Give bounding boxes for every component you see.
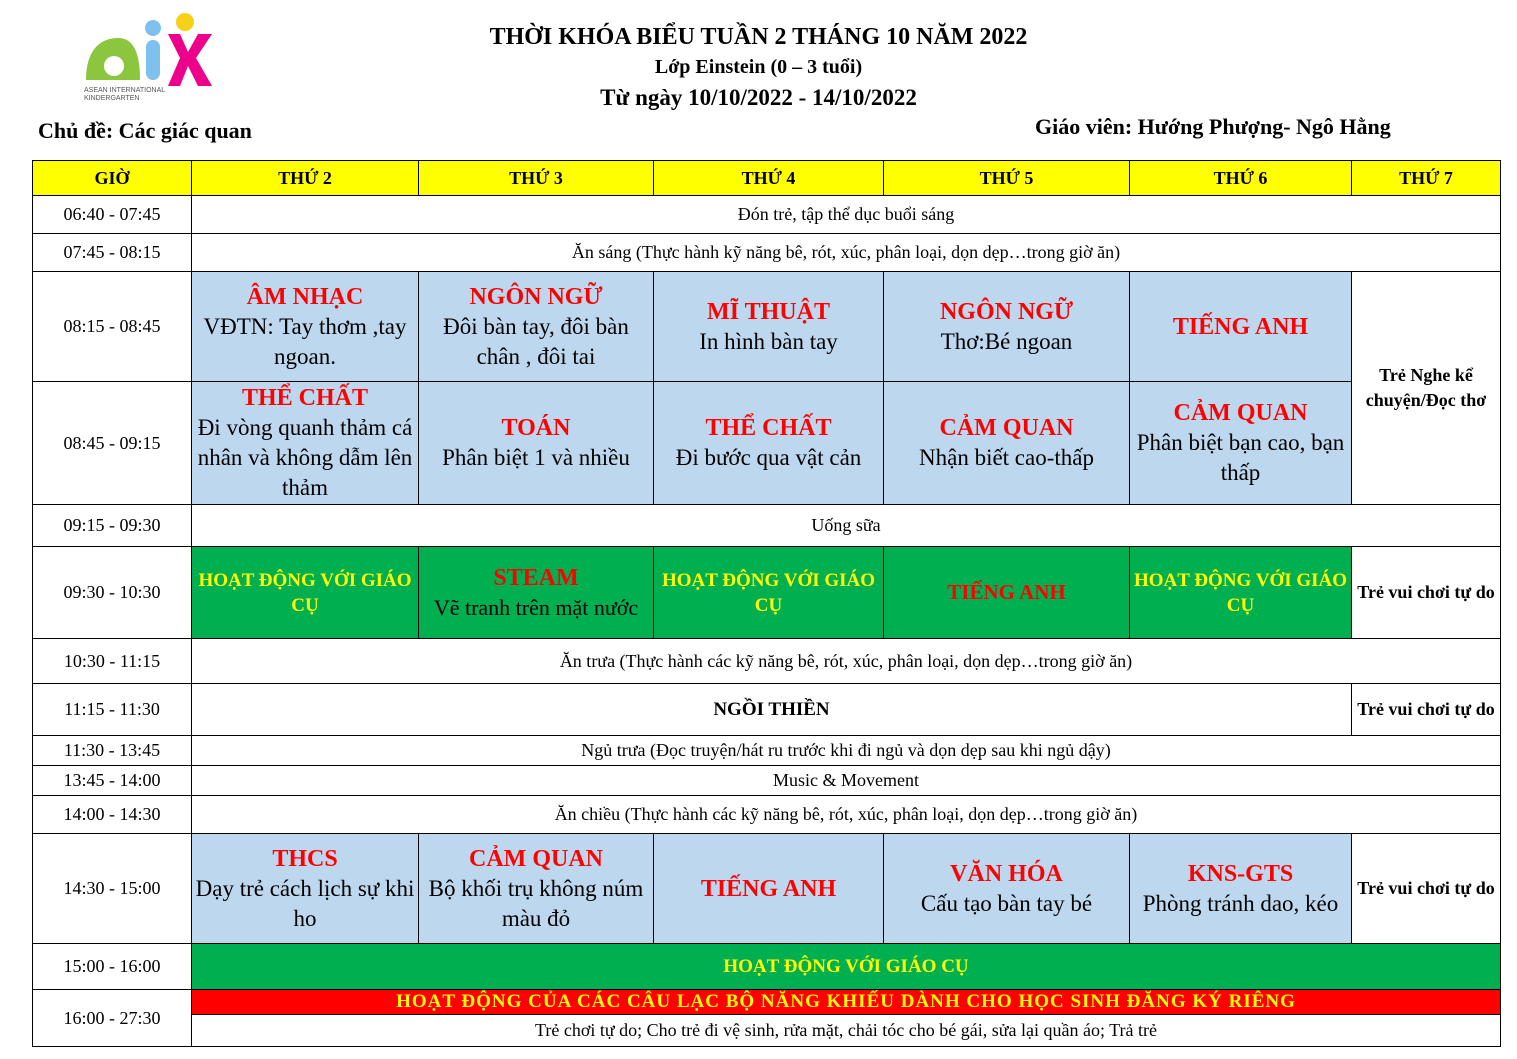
activity-cell: Ngủ trưa (Đọc truyện/hát ru trước khi đi ngủ và dọn dẹp sau khi ngủ dậy) (192, 736, 1501, 766)
time-cell: 10:30 - 11:15 (33, 639, 192, 684)
table-row (33, 990, 1501, 1015)
logo-caption-1: ASEAN INTERNATIONAL (84, 87, 166, 94)
table-row (33, 196, 1501, 234)
col-sat: THỨ 7 (1352, 161, 1501, 196)
col-wed: THỨ 4 (654, 161, 884, 196)
lesson-desc: Đi vòng quanh thảm cá nhân và không dẫm lên thảm (197, 415, 413, 500)
lesson-cell (192, 547, 419, 639)
lesson-subject: HOẠT ĐỘNG VỚI GIÁO CỤ (661, 569, 876, 616)
date-range: Từ ngày 10/10/2022 - 14/10/2022 (600, 85, 917, 110)
lesson-subject: MĨ THUẬT (707, 298, 830, 325)
lesson-subject: HOẠT ĐỘNG VỚI GIÁO CỤ (1133, 569, 1348, 616)
lesson-desc: Thơ:Bé ngoan (940, 328, 1073, 354)
lesson-desc: Phân biệt bạn cao, bạn thấp (1136, 430, 1345, 485)
lesson-desc: In hình bàn tay (699, 328, 838, 354)
lesson-cell (192, 834, 419, 944)
table-row (33, 796, 1501, 834)
table-row (33, 766, 1501, 796)
lesson-cell (884, 834, 1130, 944)
lesson-cell (1130, 547, 1352, 639)
lesson-desc: Đôi bàn tay, đôi bàn chân , đôi tai (443, 313, 629, 369)
lesson-cell (419, 834, 654, 944)
lesson-subject: CẢM QUAN (469, 845, 603, 872)
col-time: GIỜ (33, 161, 192, 196)
table-row (33, 944, 1501, 990)
club-banner: HOẠT ĐỘNG CỦA CÁC CÂU LẠC BỘ NĂNG KHIẾU DÀNH CHO HỌC SINH ĐĂNG KÝ RIÊNG (192, 990, 1501, 1015)
lesson-subject: VĂN HÓA (950, 860, 1063, 887)
table-row (33, 736, 1501, 766)
lesson-cell (419, 272, 654, 382)
lesson-subject: NGÔN NGỮ (939, 298, 1074, 325)
table-row (33, 272, 1501, 382)
lesson-cell (654, 382, 884, 505)
table-row (33, 547, 1501, 639)
lesson-desc: Bộ khối trụ không núm màu đỏ (428, 875, 644, 931)
activity-cell: Đón trẻ, tập thể dục buổi sáng (192, 196, 1501, 234)
activity-cell: Ăn chiều (Thực hành các kỹ năng bê, rót, xúc, phân loại, dọn dẹp…trong giờ ăn) (192, 796, 1501, 834)
lesson-subject: CẢM QUAN (1173, 400, 1308, 426)
table-row (33, 234, 1501, 272)
lesson-cell (192, 272, 419, 382)
lesson-subject: TOÁN (501, 415, 571, 441)
activity-label: HOẠT ĐỘNG VỚI GIÁO CỤ (723, 956, 969, 977)
time-cell: 11:30 - 13:45 (33, 736, 192, 766)
lesson-desc: Đi bước qua vật cản (675, 445, 862, 470)
table-row (33, 639, 1501, 684)
activity-cell: Ăn trưa (Thực hành các kỹ năng bê, rót, xúc, phân loại, dọn dẹp…trong giờ ăn) (192, 639, 1501, 684)
time-cell: 09:15 - 09:30 (33, 505, 192, 547)
lesson-cell (884, 272, 1130, 382)
lesson-cell (884, 547, 1130, 639)
saturday-cell: Trẻ vui chơi tự do (1352, 834, 1501, 944)
lesson-subject: TIẾNG ANH (1172, 313, 1309, 340)
class-name: Lớp Einstein (0 – 3 tuổi) (654, 56, 863, 78)
lesson-cell (1130, 272, 1352, 382)
lesson-desc: Dạy trẻ cách lịch sự khi ho (195, 875, 415, 931)
activity-cell: Uống sữa (192, 505, 1501, 547)
lesson-desc: Vẽ tranh trên mặt nước (433, 594, 639, 620)
saturday-cell: Trẻ vui chơi tự do (1352, 547, 1501, 639)
table-row (33, 1015, 1501, 1047)
lesson-desc: Cấu tạo bàn tay bé (920, 890, 1093, 916)
lesson-cell (654, 272, 884, 382)
time-cell: 13:45 - 14:00 (33, 766, 192, 796)
lesson-cell (884, 382, 1130, 505)
lesson-subject: TIẾNG ANH (700, 875, 837, 902)
time-cell: 07:45 - 08:15 (33, 234, 192, 272)
lesson-subject: KNS-GTS (1187, 860, 1294, 887)
lesson-subject: THỂ CHẤT (705, 415, 832, 441)
lesson-cell (1130, 382, 1352, 505)
time-cell: 16:00 - 27:30 (33, 990, 192, 1047)
table-row (33, 382, 1501, 505)
lesson-subject: NGÔN NGỮ (469, 283, 603, 310)
table-row (33, 684, 1501, 736)
lesson-subject: HOẠT ĐỘNG VỚI GIÁO CỤ (198, 569, 412, 616)
col-thu: THỨ 5 (884, 161, 1130, 196)
col-mon: THỨ 2 (192, 161, 419, 196)
col-tue: THỨ 3 (419, 161, 654, 196)
lesson-desc: Phân biệt 1 và nhiều (442, 445, 630, 470)
time-cell: 08:15 - 08:45 (33, 272, 192, 382)
time-cell: 08:45 - 09:15 (33, 382, 192, 505)
logo-caption-2: KINDERGARTEN (84, 95, 140, 102)
time-cell: 11:15 - 11:30 (33, 684, 192, 736)
teacher: Giáo viên: Hướng Phượng- Ngô Hằng (1035, 114, 1391, 139)
lesson-desc: Phòng tránh dao, kéo (1142, 890, 1339, 916)
lesson-cell (192, 382, 419, 505)
lesson-cell (654, 547, 884, 639)
time-cell: 14:30 - 15:00 (33, 834, 192, 944)
lesson-desc: VĐTN: Tay thơm ,tay ngoan. (203, 313, 407, 369)
lesson-cell (419, 382, 654, 505)
lesson-cell (654, 834, 884, 944)
activity-cell: Music & Movement (192, 766, 1501, 796)
lesson-subject: CẢM QUAN (939, 415, 1074, 441)
lesson-subject: STEAM (493, 564, 579, 591)
table-row (33, 834, 1501, 944)
lesson-cell (419, 547, 654, 639)
time-cell: 14:00 - 14:30 (33, 796, 192, 834)
lesson-subject: ÂM NHẠC (246, 283, 364, 310)
table-row (33, 505, 1501, 547)
activity-cell: NGỒI THIỀN (192, 684, 1352, 736)
saturday-cell: Trẻ vui chơi tự do (1352, 684, 1501, 736)
lesson-desc: Nhận biết cao-thấp (919, 445, 1094, 470)
header-row (33, 161, 1501, 196)
time-cell: 06:40 - 07:45 (33, 196, 192, 234)
lesson-subject: THỂ CHẤT (241, 385, 369, 411)
lesson-subject: THCS (272, 845, 338, 872)
topic: Chủ đề: Các giác quan (38, 118, 252, 143)
activity-cell (192, 944, 1501, 990)
time-cell: 09:30 - 10:30 (33, 547, 192, 639)
col-fri: THỨ 6 (1130, 161, 1352, 196)
timetable (32, 160, 1501, 1047)
time-cell: 15:00 - 16:00 (33, 944, 192, 990)
page-title: THỜI KHÓA BIỂU TUẦN 2 THÁNG 10 NĂM 2022 (489, 24, 1028, 50)
activity-cell: Ăn sáng (Thực hành kỹ năng bê, rót, xúc, phân loại, dọn dẹp…trong giờ ăn) (192, 234, 1501, 272)
lesson-cell (1130, 834, 1352, 944)
activity-cell: Trẻ chơi tự do; Cho trẻ đi vệ sinh, rửa mặt, chải tóc cho bé gái, sửa lại quần áo; Trả trẻ (192, 1015, 1501, 1047)
saturday-cell: Trẻ Nghe kể chuyện/Đọc thơ (1352, 272, 1501, 505)
lesson-subject: TIẾNG ANH (947, 580, 1066, 604)
